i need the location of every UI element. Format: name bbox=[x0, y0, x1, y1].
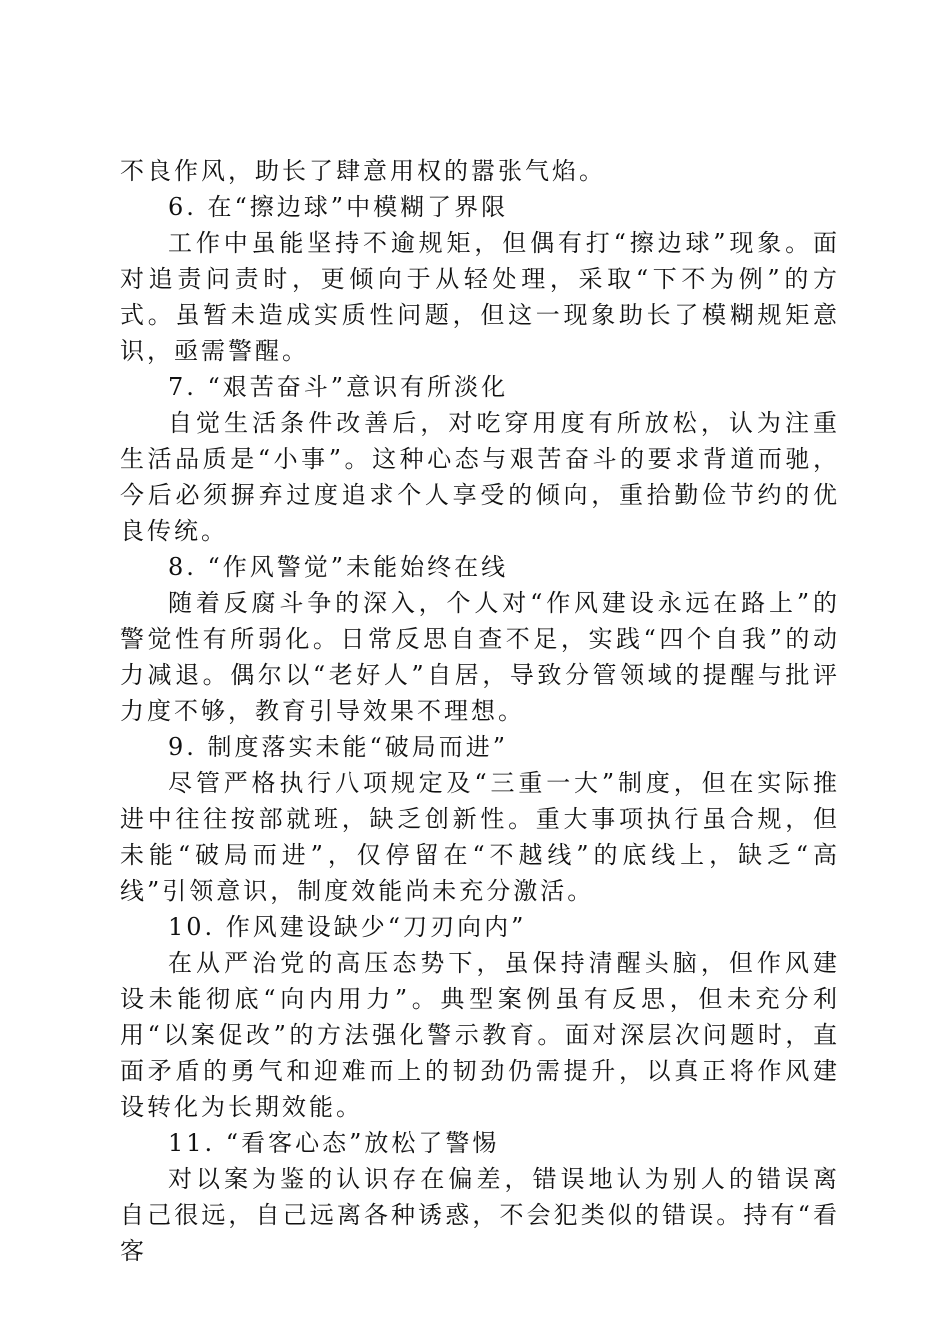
section-heading-11: 11. “看客心态”放松了警惕 bbox=[168, 1129, 500, 1157]
paragraph-6: 工作中虽能坚持不逾规矩，但偶有打“擦边球”现象。面对追责问责时，更倾向于从轻处理，采取“下不为例”的方式。虽暂未造成实质性问题，但这一现象助长了模糊规矩意识，亟需警醒。 bbox=[120, 229, 840, 365]
paragraph-10: 在从严治党的高压态势下，虽保持清醒头脑，但作风建设未能彻底“向内用力”。典型案例虽有反思，但未充分利用“以案促改”的方法强化警示教育。面对深层次问题时，直面矛盾的勇气和迎难而上的韧劲仍需提升，以真正将作风建设转化为长期效能。 bbox=[120, 949, 840, 1121]
paragraph-11: 对以案为鉴的认识存在偏差，错误地认为别人的错误离自己很远，自己远离各种诱惑，不会犯类似的错误。持有“看客 bbox=[120, 1165, 840, 1265]
section-heading-7: 7. “艰苦奋斗”意识有所淡化 bbox=[168, 373, 509, 401]
paragraph-continuation: 不良作风，助长了肆意用权的嚣张气焰。 bbox=[120, 157, 606, 185]
paragraph-7: 自觉生活条件改善后，对吃穿用度有所放松，认为注重生活品质是“小事”。这种心态与艰苦奋斗的要求背道而驰，今后必须摒弃过度追求个人享受的倾向，重拾勤俭节约的优良传统。 bbox=[120, 409, 840, 545]
paragraph-8: 随着反腐斗争的深入，个人对“作风建设永远在路上”的警觉性有所弱化。日常反思自查不足，实践“四个自我”的动力减退。偶尔以“老好人”自居，导致分管领域的提醒与批评力度不够，教育引导效果不理想。 bbox=[120, 589, 840, 725]
section-heading-6: 6. 在“擦边球”中模糊了界限 bbox=[168, 193, 509, 221]
section-heading-9: 9. 制度落实未能“破局而进” bbox=[168, 733, 509, 761]
paragraph-9: 尽管严格执行八项规定及“三重一大”制度，但在实际推进中往往按部就班，缺乏创新性。重大事项执行虽合规，但未能“破局而进”，仅停留在“不越线”的底线上，缺乏“高线”引领意识，制度效能尚未充分激活。 bbox=[120, 769, 840, 905]
section-heading-8: 8. “作风警觉”未能始终在线 bbox=[168, 553, 509, 581]
document-body bbox=[120, 153, 840, 1269]
section-heading-10: 10. 作风建设缺少“刀刃向内” bbox=[168, 913, 527, 941]
